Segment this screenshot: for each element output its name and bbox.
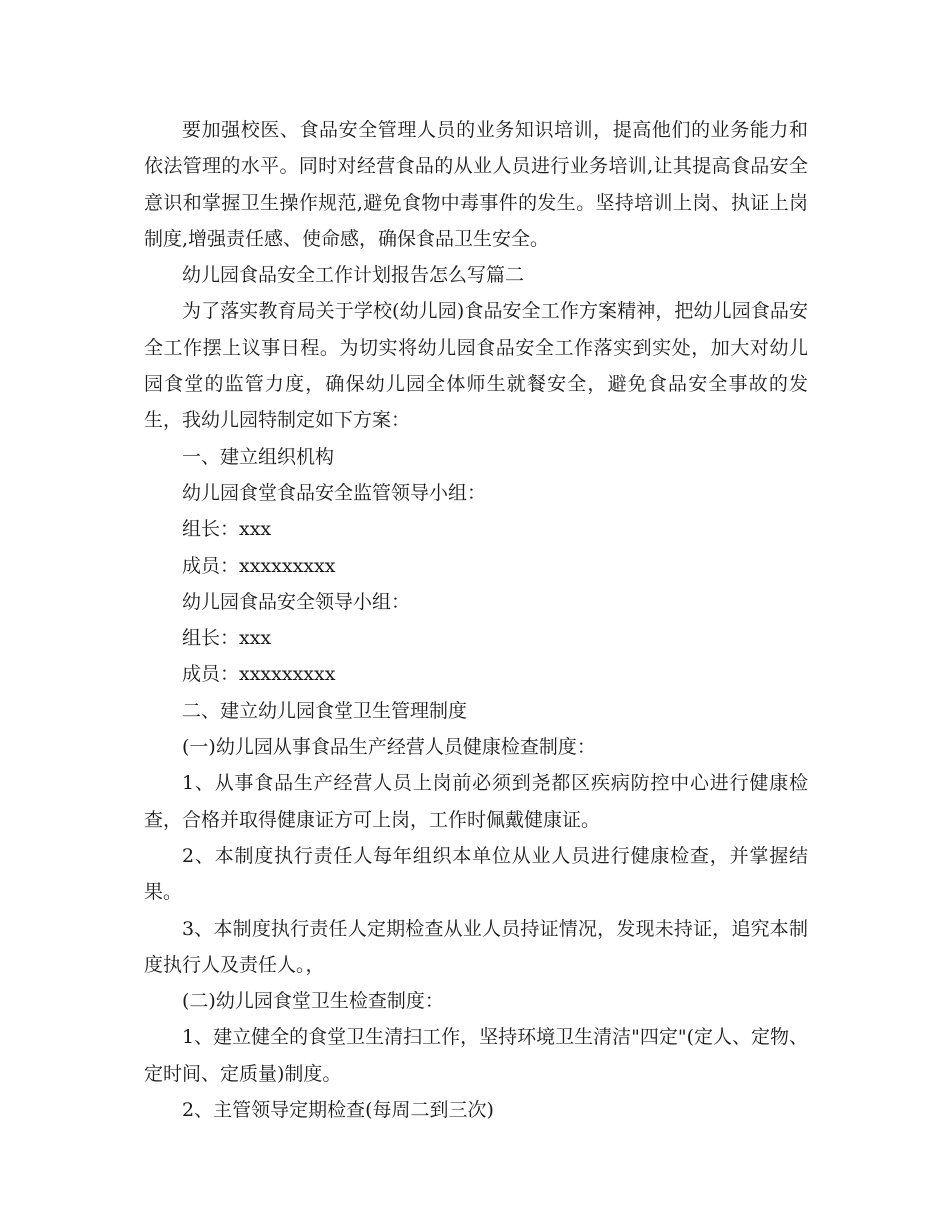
subheading-health-check: (一)幼儿园从事食品生产经营人员健康检查制度： [182,736,596,759]
section-heading-part-two: 幼儿园食品安全工作计划报告怎么写篇二 [182,264,525,287]
paragraph-intro: 为了落实教育局关于学校(幼儿园)食品安全工作方案精神，把幼儿园食品安全工作摆上议事日程。为切实将幼儿园食品安全工作落实到实处，加大对幼儿园食堂的监管力度，确保幼儿园全体师生就餐安全，避免食品安全事故的发生，我幼儿园特制定如下方案： [144,300,808,432]
heading-organization: 一、建立组织机构 [182,445,335,468]
heading-hygiene-system: 二、建立幼儿园食堂卫生管理制度 [182,699,468,722]
canteen-supervision-group-label: 幼儿园食堂食品安全监管领导小组： [182,481,487,504]
paragraph-training: 要加强校医、食品安全管理人员的业务知识培训，提高他们的业务能力和依法管理的水平。同时对经营食品的从业人员进行业务培训,让其提高食品安全意识和掌握卫生操作规范,避免食物中毒事件的发生。坚持培训上岗、执证上岗制度,增强责任感、使命感，确保食品卫生安全。 [144,119,808,250]
list-item: 1、从事食品生产经营人员上岗前必须到尧都区疾病防控中心进行健康检查，合格并取得健康证方可上岗，工作时佩戴健康证。 [144,772,808,831]
list-item: 2、本制度执行责任人每年组织本单位从业人员进行健康检查，并掌握结果。 [144,844,808,904]
group-leader-line: 组长：xxx [182,518,272,541]
group-members-line: 成员：xxxxxxxxx [182,554,336,577]
subheading-canteen-inspection: (二)幼儿园食堂卫生检查制度： [182,990,444,1013]
list-item: 3、本制度执行责任人定期检查从业人员持证情况，发现未持证，追究本制度执行人及责任人。， [144,917,808,976]
document-body [144,112,808,1128]
list-item: 1、建立健全的食堂卫生清扫工作，坚持环境卫生清洁"四定"(定人、定物、定时间、定质量)制度。 [144,1026,808,1085]
group-members-line: 成员：xxxxxxxxx [182,663,336,686]
group-leader-line: 组长：xxx [182,627,272,650]
list-item: 2、主管领导定期检查(每周二到三次) [182,1099,494,1122]
safety-group-label: 幼儿园食品安全领导小组： [182,590,411,613]
